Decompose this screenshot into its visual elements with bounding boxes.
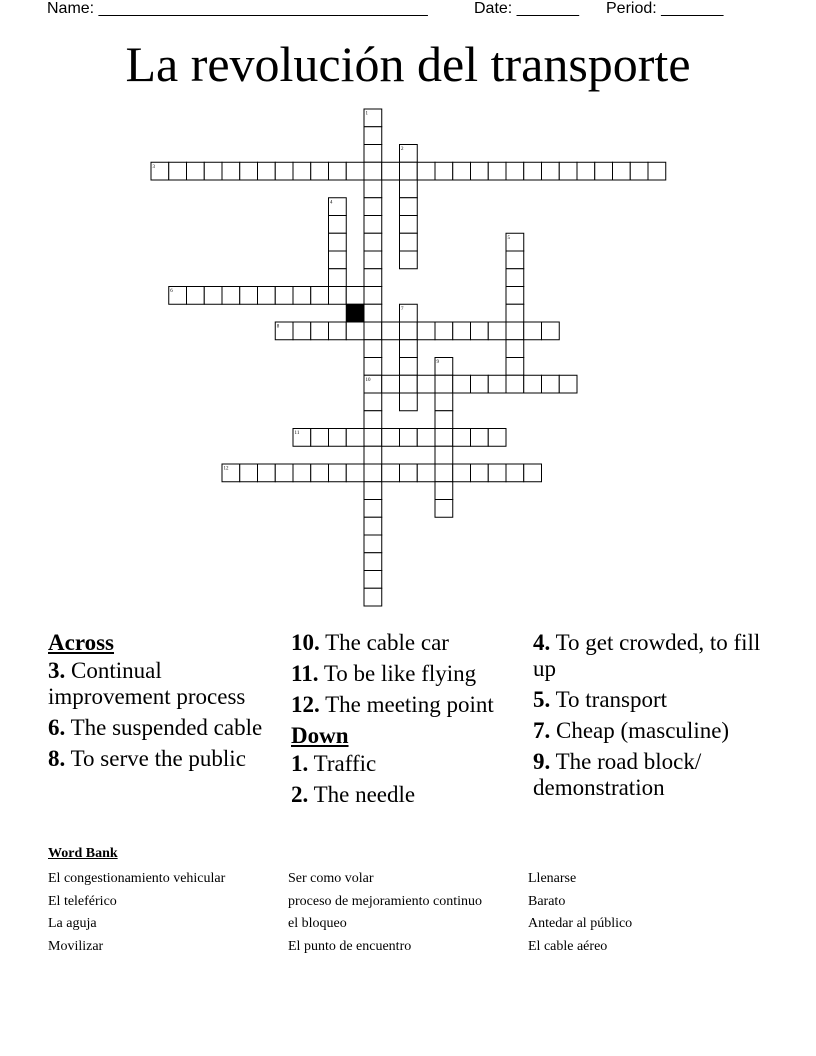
grid-cell[interactable] (488, 464, 506, 482)
grid-cell[interactable] (329, 464, 347, 482)
grid-cell[interactable] (524, 162, 542, 180)
grid-cell[interactable] (364, 393, 382, 411)
grid-cell[interactable] (346, 287, 364, 305)
grid-cell[interactable] (364, 340, 382, 358)
grid-cell[interactable] (311, 322, 329, 340)
grid-cell[interactable] (364, 233, 382, 251)
grid-cell[interactable] (364, 304, 382, 322)
grid-cell[interactable] (329, 216, 347, 234)
grid-cell[interactable] (524, 375, 542, 393)
clue-number: 11. (291, 661, 319, 686)
grid-cell[interactable] (435, 446, 453, 464)
grid-cell[interactable] (613, 162, 631, 180)
clue-number: 2. (291, 782, 309, 807)
clue-number-label: 10 (365, 377, 371, 383)
grid-cell[interactable] (364, 216, 382, 234)
grid-cell[interactable] (400, 322, 418, 340)
clue-across-8 (48, 746, 280, 772)
grid-cell[interactable] (293, 464, 311, 482)
word-bank-item: El congestionamiento vehicular (48, 871, 226, 886)
grid-cell[interactable] (364, 482, 382, 500)
black-cell (346, 304, 364, 322)
clue-text: Cheap (masculine) (556, 718, 730, 743)
grid-cell[interactable] (329, 429, 347, 447)
grid-cell[interactable] (222, 287, 240, 305)
grid-cell[interactable] (364, 269, 382, 287)
clue-number-label: 1 (365, 111, 368, 117)
grid-cell[interactable] (435, 322, 453, 340)
grid-cell[interactable] (577, 162, 595, 180)
grid-cell[interactable] (169, 287, 187, 305)
clues-column-2 (291, 630, 523, 813)
down-heading: Down (291, 723, 349, 748)
clue-number: 8. (48, 746, 66, 771)
clue-number-label: 2 (401, 147, 404, 152)
grid-cell[interactable] (506, 340, 524, 358)
grid-cell[interactable] (471, 464, 489, 482)
grid-cell[interactable] (311, 464, 329, 482)
clue-number-label: 11 (294, 431, 300, 436)
grid-cell[interactable] (240, 287, 258, 305)
word-bank-item: proceso de mejoramiento continuo (288, 893, 482, 909)
clue-text: The cable car (325, 630, 449, 655)
grid-cell[interactable] (417, 322, 435, 340)
grid-cell[interactable] (364, 553, 382, 571)
word-bank-column-3 (528, 868, 632, 959)
grid-cell[interactable] (506, 464, 524, 482)
clue-text: To transport (555, 687, 668, 712)
clue-number-label: 6 (170, 289, 173, 294)
grid-cell[interactable] (382, 464, 400, 482)
clue-down-2 (291, 782, 523, 808)
grid-cell[interactable] (400, 429, 418, 447)
grid-cell[interactable] (453, 429, 471, 447)
grid-cell[interactable] (293, 429, 311, 447)
grid-cell[interactable] (471, 429, 489, 447)
word-bank-column-1 (48, 868, 225, 959)
clue-text: To be like flying (323, 661, 477, 686)
grid-cell[interactable] (400, 251, 418, 269)
grid-cell[interactable] (400, 375, 418, 393)
grid-cell[interactable] (293, 287, 311, 305)
grid-cell[interactable] (364, 464, 382, 482)
word-bank-item: El punto de encuentro (288, 939, 412, 955)
grid-cell[interactable] (293, 322, 311, 340)
clue-number: 10. (291, 630, 320, 655)
grid-cell[interactable] (488, 162, 506, 180)
grid-cell[interactable] (471, 375, 489, 393)
grid-cell[interactable] (506, 304, 524, 322)
grid-cell[interactable] (542, 162, 560, 180)
grid-cell[interactable] (471, 322, 489, 340)
grid-cell[interactable] (435, 162, 453, 180)
grid-cell[interactable] (648, 162, 666, 180)
clue-text: To get crowded, to fill up (533, 630, 761, 681)
grid-cell[interactable] (364, 127, 382, 145)
word-bank-item: Ser como volar (288, 871, 374, 886)
grid-cell[interactable] (400, 233, 418, 251)
grid-cell[interactable] (417, 429, 435, 447)
grid-cell[interactable] (400, 162, 418, 180)
grid-cell[interactable] (506, 322, 524, 340)
grid-cell[interactable] (187, 287, 205, 305)
grid-cell[interactable] (524, 464, 542, 482)
grid-cell[interactable] (435, 393, 453, 411)
grid-cell[interactable] (204, 162, 222, 180)
clues-column-1 (48, 630, 280, 777)
grid-cell[interactable] (240, 464, 258, 482)
grid-cell[interactable] (311, 429, 329, 447)
word-bank-item: Movilizar (48, 939, 104, 955)
grid-cell[interactable] (453, 464, 471, 482)
grid-cell[interactable] (559, 375, 577, 393)
word-bank-item: el bloqueo (288, 916, 347, 932)
clue-number-label: 8 (276, 324, 280, 330)
grid-cell[interactable] (258, 287, 276, 305)
clue-down-4 (533, 630, 765, 682)
grid-cell[interactable] (275, 464, 293, 482)
grid-cell[interactable] (542, 322, 560, 340)
grid-cell[interactable] (506, 269, 524, 287)
grid-cell[interactable] (400, 198, 418, 216)
clue-across-3 (48, 658, 280, 710)
grid-cell[interactable] (258, 464, 276, 482)
grid-cell[interactable] (435, 429, 453, 447)
grid-cell[interactable] (559, 162, 577, 180)
grid-cell[interactable] (488, 375, 506, 393)
grid-cell[interactable] (382, 322, 400, 340)
clue-number-label: 4 (330, 200, 333, 206)
grid-cell[interactable] (329, 233, 347, 251)
grid-cell[interactable] (364, 571, 382, 589)
grid-cell[interactable] (542, 375, 560, 393)
clue-number: 1. (291, 751, 309, 776)
grid-cell[interactable] (187, 162, 205, 180)
grid-cell[interactable] (435, 500, 453, 518)
grid-cell[interactable] (382, 375, 400, 393)
grid-cell[interactable] (240, 162, 258, 180)
clue-number-label: 9 (436, 360, 439, 365)
grid-cell[interactable] (435, 482, 453, 500)
grid-cell[interactable] (275, 322, 293, 340)
grid-cell[interactable] (329, 162, 347, 180)
grid-cell[interactable] (506, 162, 524, 180)
clue-text: The suspended cable (70, 715, 263, 740)
grid-cell[interactable] (364, 180, 382, 198)
clue-text: The needle (313, 782, 416, 807)
grid-cell[interactable] (364, 322, 382, 340)
clue-number: 9. (533, 749, 551, 774)
grid-cell[interactable] (329, 269, 347, 287)
clue-across-10 (291, 630, 523, 656)
clue-text: Traffic (313, 751, 377, 776)
grid-cell[interactable] (524, 322, 542, 340)
word-bank-item: El teleférico (48, 893, 117, 909)
clue-text: Continual improvement process (48, 658, 246, 709)
word-bank-item: El cable aéreo (528, 939, 608, 955)
grid-cell[interactable] (435, 375, 453, 393)
grid-cell[interactable] (506, 358, 524, 376)
clue-across-12 (291, 692, 523, 718)
grid-cell[interactable] (364, 198, 382, 216)
grid-cell[interactable] (453, 375, 471, 393)
grid-cell[interactable] (364, 446, 382, 464)
grid-cell[interactable] (488, 429, 506, 447)
clue-number-label: 7 (401, 306, 404, 312)
word-bank-item: Barato (528, 893, 566, 909)
grid-cell[interactable] (471, 162, 489, 180)
clue-number: 4. (533, 630, 551, 655)
grid-cell[interactable] (400, 358, 418, 376)
grid-cell[interactable] (311, 287, 329, 305)
grid-cell[interactable] (346, 162, 364, 180)
clue-number: 7. (533, 718, 551, 743)
grid-cell[interactable] (364, 358, 382, 376)
clue-down-9 (533, 749, 765, 801)
word-bank-title: Word Bank (48, 846, 118, 861)
grid-cell[interactable] (293, 162, 311, 180)
clue-down-1 (291, 751, 523, 777)
clue-text: The road block/ demonstration (533, 749, 702, 800)
grid-cell[interactable] (506, 375, 524, 393)
grid-cell[interactable] (204, 287, 222, 305)
grid-cell[interactable] (329, 322, 347, 340)
grid-cell[interactable] (346, 322, 364, 340)
grid-cell[interactable] (364, 375, 382, 393)
grid-cell[interactable] (364, 145, 382, 163)
grid-cell[interactable] (364, 429, 382, 447)
clue-number-label: 3 (152, 164, 155, 170)
clue-down-7 (533, 718, 765, 744)
grid-cell[interactable] (595, 162, 613, 180)
grid-cell[interactable] (488, 322, 506, 340)
clue-text: The meeting point (325, 692, 494, 717)
grid-cell[interactable] (417, 464, 435, 482)
clue-number: 12. (291, 692, 320, 717)
grid-cell[interactable] (630, 162, 648, 180)
page-title: La revolución del transporte (125, 36, 691, 92)
grid-cell[interactable] (400, 464, 418, 482)
grid-cell[interactable] (364, 287, 382, 305)
word-bank-item: Llenarse (528, 871, 577, 886)
word-bank-item: La aguja (48, 916, 97, 932)
grid-cell[interactable] (364, 588, 382, 606)
grid-cell[interactable] (151, 162, 169, 180)
clue-number-label: 5 (507, 235, 510, 241)
grid-cell[interactable] (400, 216, 418, 234)
grid-cell[interactable] (417, 375, 435, 393)
grid-cell[interactable] (417, 162, 435, 180)
word-bank-item: Antedar al público (528, 916, 633, 932)
grid-cell[interactable] (435, 464, 453, 482)
grid-cell[interactable] (382, 162, 400, 180)
grid-cell[interactable] (364, 411, 382, 429)
grid-cell[interactable] (506, 251, 524, 269)
grid-cell[interactable] (400, 145, 418, 163)
grid-cell[interactable] (435, 358, 453, 376)
grid-cell[interactable] (453, 322, 471, 340)
grid-cell[interactable] (506, 287, 524, 305)
word-bank-column-2 (288, 868, 482, 959)
grid-cell[interactable] (169, 162, 187, 180)
grid-cell[interactable] (364, 251, 382, 269)
grid-cell[interactable] (258, 162, 276, 180)
grid-cell[interactable] (364, 500, 382, 518)
name-field[interactable]: Name: _____________________________________ (47, 0, 428, 17)
clue-number-label: 12 (223, 466, 229, 472)
grid-cell[interactable] (275, 287, 293, 305)
across-heading: Across (48, 630, 115, 655)
grid-cell[interactable] (311, 162, 329, 180)
grid-cell[interactable] (382, 429, 400, 447)
grid-cell[interactable] (329, 287, 347, 305)
grid-cell[interactable] (222, 464, 240, 482)
grid-cell[interactable] (222, 162, 240, 180)
grid-cell[interactable] (435, 411, 453, 429)
clue-across-6 (48, 715, 280, 741)
clue-text: To serve the public (70, 746, 246, 771)
clue-number: 3. (48, 658, 66, 683)
grid-cell[interactable] (346, 429, 364, 447)
grid-cell[interactable] (400, 340, 418, 358)
grid-cell[interactable] (329, 251, 347, 269)
clues-column-3 (533, 630, 765, 806)
grid-cell[interactable] (400, 393, 418, 411)
clue-down-5 (533, 687, 765, 713)
grid-cell[interactable] (506, 233, 524, 251)
period-field[interactable]: Period: _______ (606, 0, 724, 17)
clue-number: 6. (48, 715, 66, 740)
date-field[interactable]: Date: _______ (474, 0, 579, 17)
grid-cell[interactable] (364, 535, 382, 553)
grid-cell[interactable] (364, 517, 382, 535)
grid-cell[interactable] (329, 198, 347, 216)
grid-cell[interactable] (346, 464, 364, 482)
grid-cell[interactable] (400, 180, 418, 198)
grid-cell[interactable] (400, 304, 418, 322)
grid-cell[interactable] (275, 162, 293, 180)
grid-cell[interactable] (364, 162, 382, 180)
grid-cell[interactable] (364, 109, 382, 127)
grid-cell[interactable] (453, 162, 471, 180)
clue-number: 5. (533, 687, 551, 712)
clue-across-11 (291, 661, 523, 687)
